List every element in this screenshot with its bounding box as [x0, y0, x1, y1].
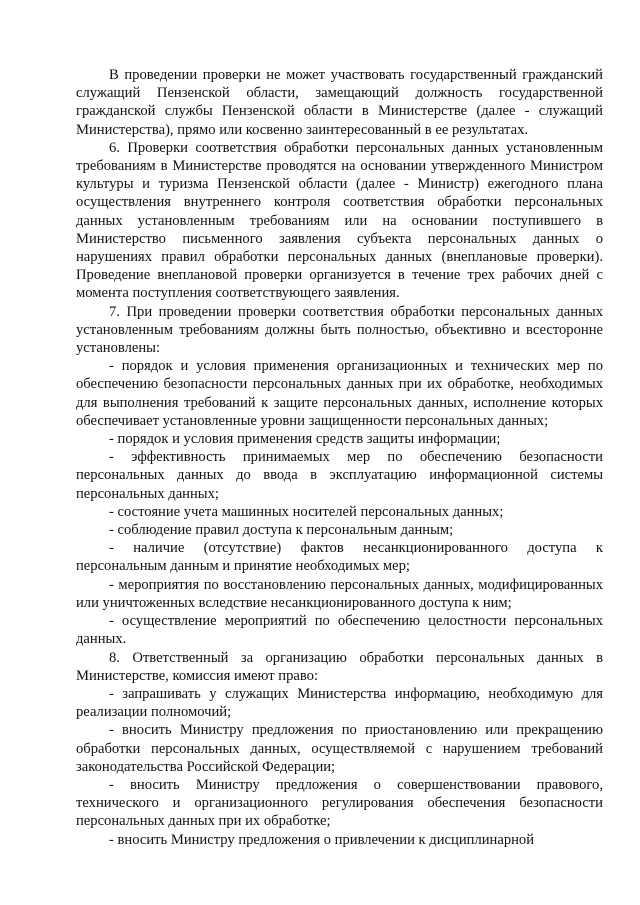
list-item-protection-measures: - порядок и условия применения организационных и технических мер по обеспечению безопасности персональных данных при их обработке, необходимых для выполнения требований к защите персональных данных, исполнение которых обеспечивает установленные уровни защищенности персональных данных; [76, 358, 603, 429]
list-item-access-rules: - соблюдение правил доступа к персональным данным; [109, 522, 454, 539]
paragraph-6-audit-basis: 6. Проверки соответствия обработки персональных данных установленным требованиям в Министерстве проводятся на основании утвержденного Министром культуры и туризма Пензенской области (далее - Министр) ежегодного плана осуществления внутреннего контроля соответствия обработки персональных данных установленным требованиям или на основании поступившего в Министерство письменного заявления субъекта персональных данных о нарушениях правил обработки персональных данных (внеплановые проверки). Проведение внеплановой проверки организуется в течение трех рабочих дней с момента поступления соответствующего заявления. [76, 139, 603, 302]
list-item-protection-tools: - порядок и условия применения средств защиты информации; [109, 431, 501, 448]
list-item-request-information: - запрашивать у служащих Министерства информацию, необходимую для реализации полномочий; [76, 685, 603, 721]
list-item-media-accounting: - состояние учета машинных носителей персональных данных; [109, 503, 504, 520]
list-item-disciplinary: - вносить Министру предложения о привлечении к дисциплинарной [109, 831, 535, 848]
document-page [76, 66, 603, 849]
list-item-improve-regulation: - вносить Министру предложения о совершенствовании правового, технического и организационного регулирования обеспечения безопасности персональных данных при их обработке; [76, 776, 603, 830]
list-item-data-integrity: - осуществление мероприятий по обеспечению целостности персональных данных. [76, 613, 603, 648]
paragraph-7-audit-scope: 7. При проведении проверки соответствия обработки персональных данных установленным требованиям должны быть полностью, объективно и всесторонне установлены: [76, 303, 603, 357]
paragraph-audit-participation: В проведении проверки не может участвовать государственный гражданский служащий Пензенской области, замещающий должность государственной гражданской службы Пензенской области в Министерстве (далее - служащий Министерства), прямо или косвенно заинтересованный в ее результатах. [76, 67, 603, 138]
list-item-measure-effectiveness: - эффективность принимаемых мер по обеспечению безопасности персональных данных до ввода в эксплуатацию информационной системы персональных данных; [76, 449, 603, 502]
list-item-data-recovery: - мероприятия по восстановлению персональных данных, модифицированных или уничтоженных вследствие несанкционированного доступа к ним; [76, 576, 603, 611]
list-item-unauthorized-access: - наличие (отсутствие) фактов несанкционированного доступа к персональным данным и принятие необходимых мер; [76, 540, 603, 575]
list-item-suspend-processing: - вносить Министру предложения по приостановлению или прекращению обработки персональных данных, осуществляемой с нарушением требований законодательства Российской Федерации; [76, 722, 603, 775]
paragraph-8-rights: 8. Ответственный за организацию обработки персональных данных в Министерстве, комиссия имеют право: [76, 649, 603, 684]
